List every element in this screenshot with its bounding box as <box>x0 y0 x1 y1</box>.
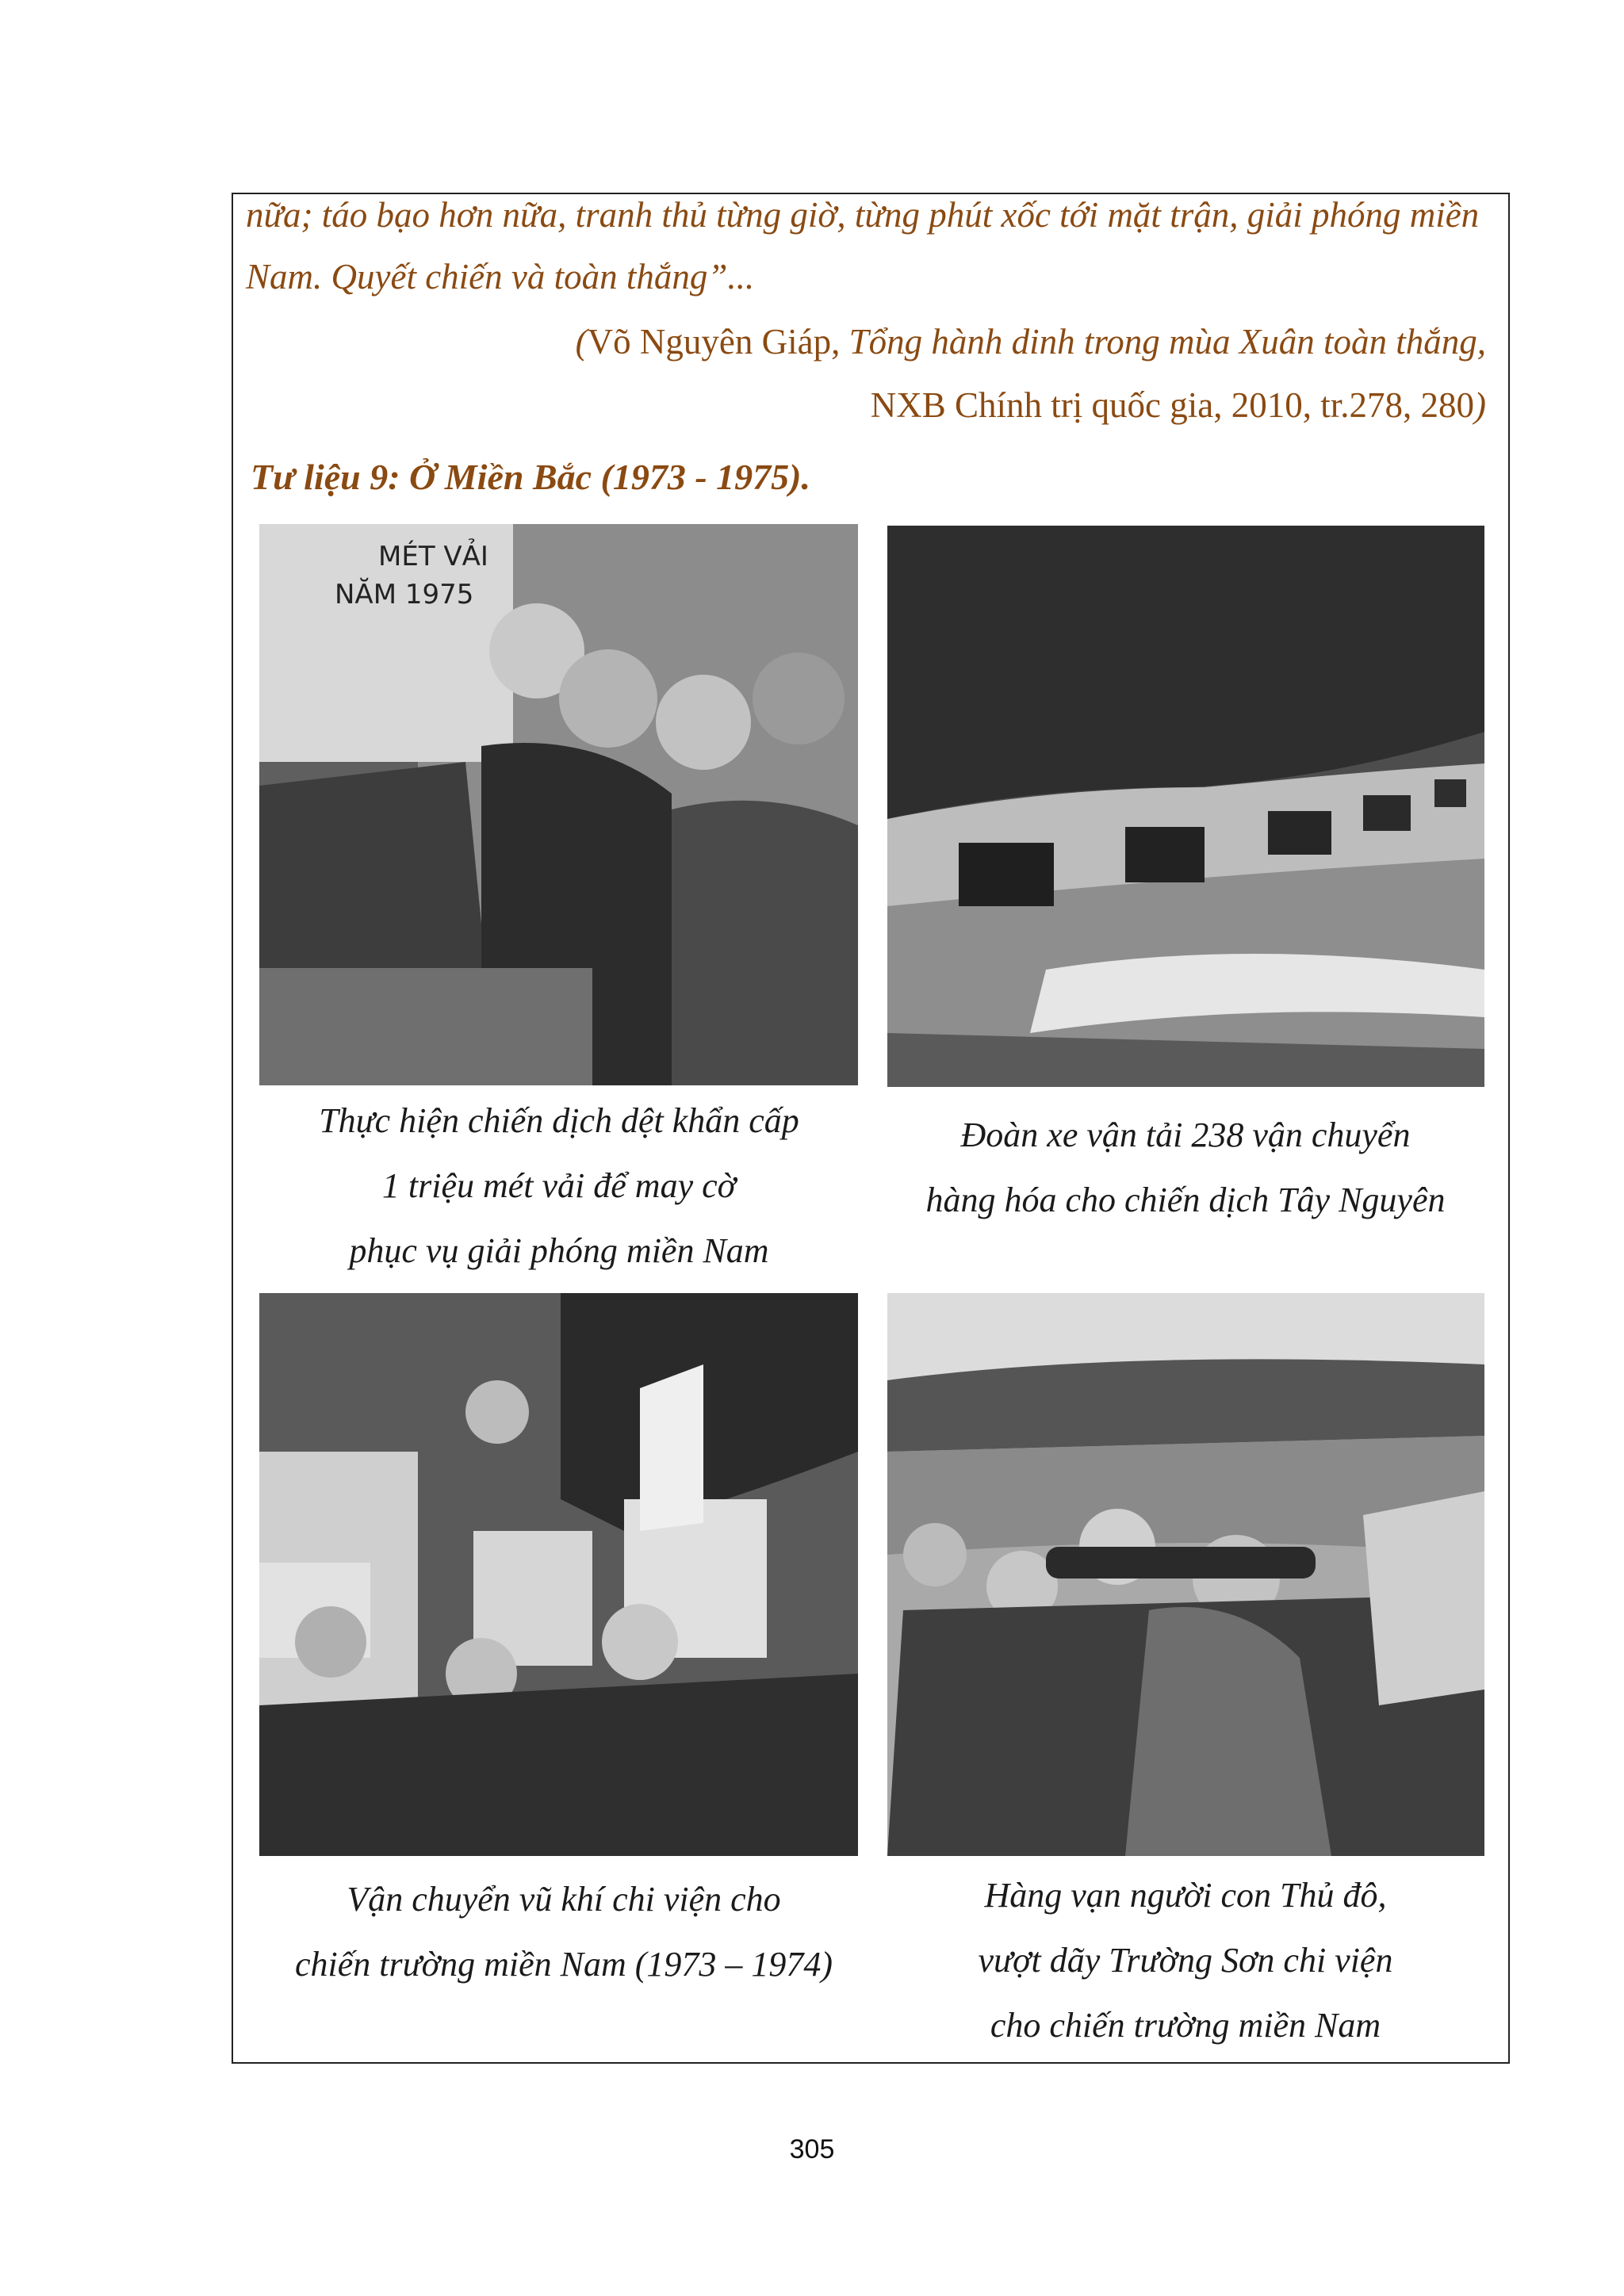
caption-line: hàng hóa cho chiến dịch Tây Nguyên <box>925 1181 1446 1219</box>
citation-line-1 <box>576 321 1486 362</box>
citation-open-paren: ( <box>575 322 588 362</box>
citation-line-2 <box>871 385 1486 426</box>
photo-soldiers-march-image <box>887 1293 1484 1856</box>
caption-line: Đoàn xe vận tải 238 vận chuyển <box>960 1115 1411 1154</box>
caption-textile-workers <box>262 1089 856 1284</box>
quote-line-2: Nam. Quyết chiến và toàn thắng”... <box>246 257 755 297</box>
caption-truck-convoy <box>888 1103 1483 1233</box>
caption-line: phục vụ giải phóng miền Nam <box>349 1231 769 1270</box>
photo-textile-workers-image <box>259 524 858 1085</box>
citation-close-paren: ) <box>1474 385 1486 425</box>
caption-line: vượt dãy Trường Sơn chi viện <box>978 1941 1393 1980</box>
photo-soldiers-march <box>887 1293 1484 1856</box>
citation-author: Võ Nguyên Giáp, <box>587 322 849 362</box>
photo-weapon-crates <box>259 1293 858 1856</box>
caption-line: Hàng vạn người con Thủ đô, <box>984 1876 1387 1915</box>
caption-line: 1 triệu mét vải để may cờ <box>381 1166 737 1205</box>
content-frame <box>232 193 1510 2064</box>
caption-line: Thực hiện chiến dịch dệt khẩn cấp <box>319 1101 799 1140</box>
photo-truck-convoy <box>887 526 1484 1087</box>
sign-text-line-2: NĂM 1975 <box>335 579 474 610</box>
photo-truck-convoy-image <box>887 526 1484 1087</box>
citation-book-title: Tổng hành dinh trong mùa Xuân toàn thắng, <box>848 322 1486 362</box>
page-number: 305 <box>789 2134 835 2164</box>
caption-line: cho chiến trường miền Nam <box>990 2006 1381 2045</box>
quote-line-1: nữa; táo bạo hơn nữa, tranh thủ từng giờ, từng phút xốc tới mặt trận, giải phóng miền <box>246 195 1480 235</box>
photo-textile-workers <box>259 524 858 1085</box>
photo-weapon-crates-image <box>259 1293 858 1856</box>
caption-weapon-crates <box>266 1867 861 1997</box>
section-heading: Tư liệu 9: Ở Miền Bắc (1973 - 1975). <box>251 457 810 497</box>
sign-text-line-1: MÉT VẢI <box>378 541 488 572</box>
caption-soldiers-march <box>888 1863 1483 2058</box>
citation-publisher: NXB Chính trị quốc gia, 2010, tr.278, 280 <box>870 385 1474 425</box>
caption-line: chiến trường miền Nam (1973 – 1974) <box>294 1945 833 1984</box>
caption-line: Vận chuyển vũ khí chi viện cho <box>347 1880 781 1919</box>
